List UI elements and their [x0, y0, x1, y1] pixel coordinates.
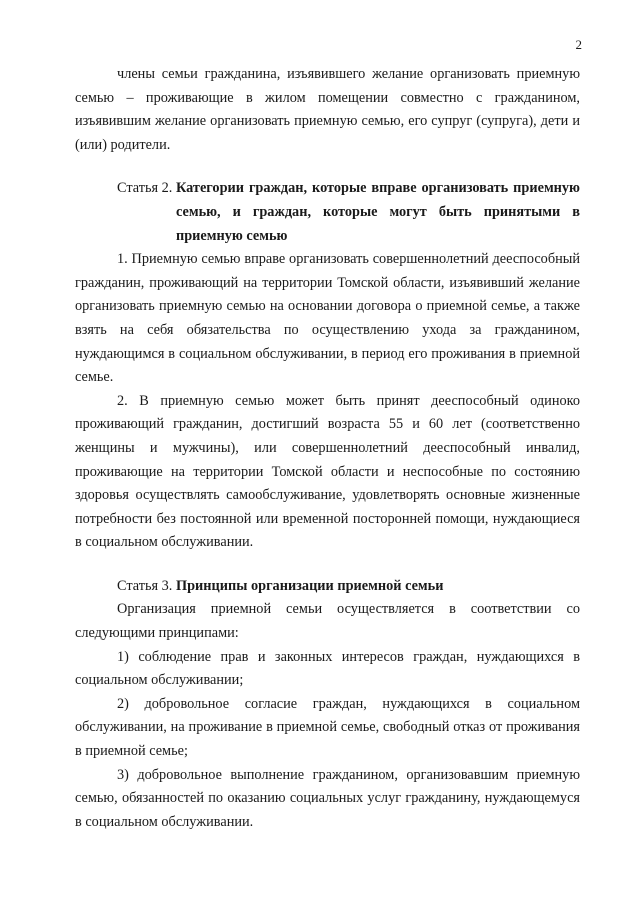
article-2-paragraph-2: 2. В приемную семью может быть принят дееспособный одиноко проживающий гражданин, достигший возраста 55 и 60 лет (соответственно женщины и мужчины), или совершеннолетний дееспособный инвалид, проживающие на территории Томской области и неспособные по состоянию здоровья осуществлять самообслуживание, удовлетворять основные жизненные потребности без постоянной или временной посторонней помощи, нуждающиеся в социальном обслуживании.: [75, 392, 580, 551]
article-2-paragraph-1: 1. Приемную семью вправе организовать совершеннолетний дееспособный гражданин, проживающий на территории Томской области, изъявивший желание организовать приемную семью на основании договора о приемной семье, а также взять на себя обязательства по осуществлению ухода за гражданином, нуждающимся в социальном обслуживании, в период его проживания в приемной семье.: [75, 251, 580, 386]
article-3-paragraph-2: 1) соблюдение прав и законных интересов граждан, нуждающихся в социальном обслуживании;: [75, 648, 580, 689]
document-body: [75, 63, 580, 834]
article-3-paragraph-1: Организация приемной семьи осуществляется в соответствии со следующими принципами:: [75, 601, 580, 642]
article-3-paragraph-3: 2) добровольное согласие граждан, нуждающихся в социальном обслуживании, на проживание в приемной семье, свободный отказ от проживания в приемной семье;: [75, 695, 580, 760]
article-3-heading: [75, 575, 580, 599]
article-2-title: Категории граждан, которые вправе организовать приемную семью, и граждан, которые могут быть принятыми в приемную семью: [175, 180, 580, 244]
spacer: [75, 157, 580, 177]
article-2-label: Статья 2.: [117, 180, 176, 197]
article-3-label: Статья 3.: [117, 577, 176, 594]
page-number: 2: [575, 37, 582, 52]
spacer: [75, 555, 580, 575]
intro-paragraph: члены семьи гражданина, изъявившего желание организовать приемную семью – проживающие в жилом помещении совместно с гражданином, изъявившим желание организовать приемную семью, его супруг (супруга), дети и (или) родители.: [75, 66, 580, 153]
article-3-paragraph-4: 3) добровольное выполнение гражданином, организовавшим приемную семью, обязанностей по оказанию социальных услуг гражданину, нуждающемуся в социальном обслуживании.: [75, 766, 580, 830]
article-2-heading: [75, 177, 580, 248]
article-3-title: Принципы организации приемной семьи: [175, 577, 444, 594]
